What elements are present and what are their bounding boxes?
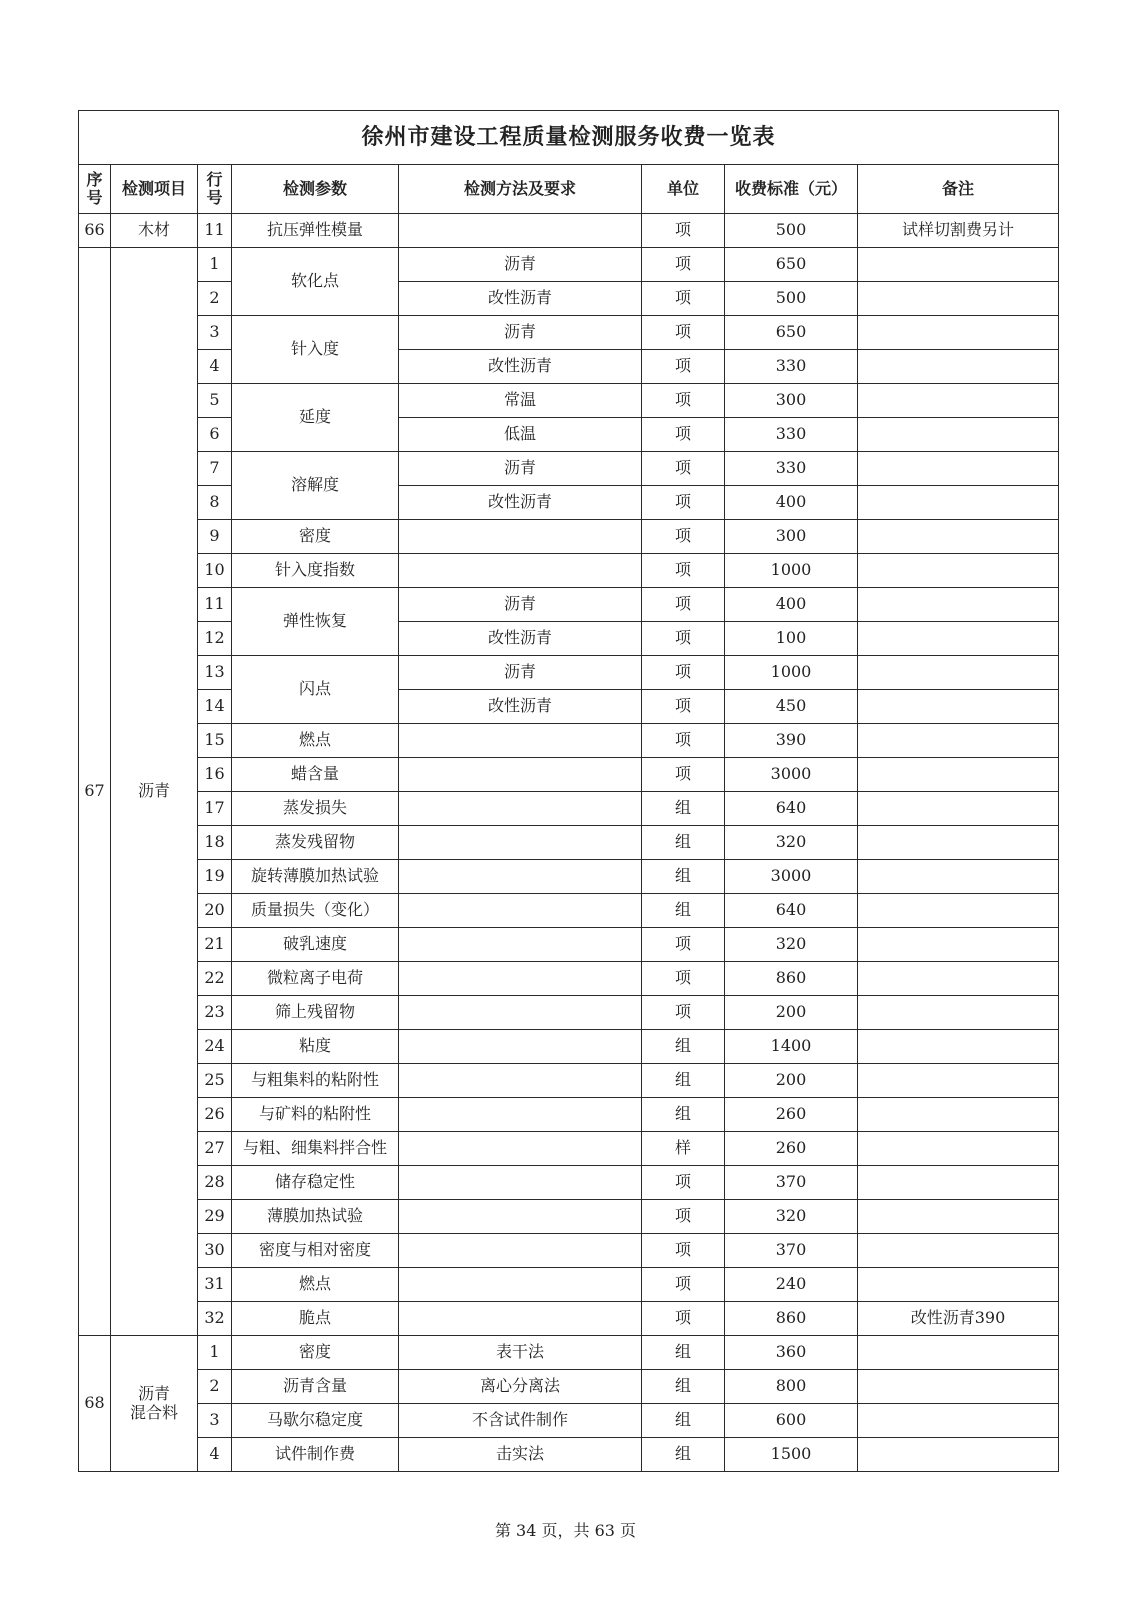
cell-unit: 项: [642, 486, 725, 520]
cell-unit: 组: [642, 1438, 725, 1472]
cell-row-no: 3: [198, 1404, 232, 1438]
cell-param: 密度: [232, 520, 399, 554]
cell-row-no: 11: [198, 588, 232, 622]
cell-param: 马歇尔稳定度: [232, 1404, 399, 1438]
cell-unit: 项: [642, 350, 725, 384]
cell-fee: 500: [725, 214, 858, 248]
cell-method: [399, 894, 642, 928]
header-seq: [79, 165, 111, 214]
table-row: [79, 1336, 1059, 1370]
header-param: 检测参数: [232, 165, 399, 214]
cell-remark: [858, 894, 1059, 928]
cell-row-no: 1: [198, 1336, 232, 1370]
table-row: [79, 282, 1059, 316]
table-row: [79, 1302, 1059, 1336]
cell-method: 低温: [399, 418, 642, 452]
cell-unit: 项: [642, 520, 725, 554]
cell-row-no: 13: [198, 656, 232, 690]
cell-unit: 项: [642, 656, 725, 690]
cell-param: 燃点: [232, 724, 399, 758]
cell-unit: 项: [642, 384, 725, 418]
cell-unit: 项: [642, 282, 725, 316]
cell-fee: 800: [725, 1370, 858, 1404]
table-row: [79, 214, 1059, 248]
cell-remark: [858, 588, 1059, 622]
cell-method: [399, 1098, 642, 1132]
cell-row-no: 2: [198, 1370, 232, 1404]
table-row: [79, 894, 1059, 928]
header-seq-line2: 号: [86, 188, 103, 207]
cell-fee: 3000: [725, 860, 858, 894]
table-row: [79, 622, 1059, 656]
cell-fee: 320: [725, 1200, 858, 1234]
cell-method: 离心分离法: [399, 1370, 642, 1404]
cell-row-no: 23: [198, 996, 232, 1030]
cell-remark: 试样切割费另计: [858, 214, 1059, 248]
cell-method: [399, 1030, 642, 1064]
cell-param: 旋转薄膜加热试验: [232, 860, 399, 894]
cell-row-no: 14: [198, 690, 232, 724]
cell-remark: [858, 622, 1059, 656]
cell-method: 改性沥青: [399, 486, 642, 520]
cell-method: [399, 962, 642, 996]
cell-remark: [858, 1370, 1059, 1404]
cell-method: 沥青: [399, 316, 642, 350]
cell-unit: 组: [642, 826, 725, 860]
cell-param: 蒸发损失: [232, 792, 399, 826]
cell-row-no: 16: [198, 758, 232, 792]
table-row: [79, 248, 1059, 282]
cell-row-no: 17: [198, 792, 232, 826]
cell-item-line: 木材: [137, 220, 170, 240]
cell-remark: [858, 554, 1059, 588]
cell-row-no: 11: [198, 214, 232, 248]
cell-method: 击实法: [399, 1438, 642, 1472]
table-row: [79, 656, 1059, 690]
cell-row-no: 20: [198, 894, 232, 928]
cell-fee: 320: [725, 826, 858, 860]
cell-seq: 68: [79, 1336, 111, 1472]
table-row: [79, 1064, 1059, 1098]
cell-param: 弹性恢复: [232, 588, 399, 656]
cell-param: 沥青含量: [232, 1370, 399, 1404]
cell-fee: 330: [725, 418, 858, 452]
cell-fee: 450: [725, 690, 858, 724]
cell-row-no: 10: [198, 554, 232, 588]
cell-method: [399, 1200, 642, 1234]
cell-row-no: 12: [198, 622, 232, 656]
cell-unit: 项: [642, 758, 725, 792]
cell-remark: [858, 690, 1059, 724]
cell-method: 沥青: [399, 248, 642, 282]
table-row: [79, 724, 1059, 758]
cell-remark: [858, 724, 1059, 758]
table-row: [79, 792, 1059, 826]
cell-method: [399, 826, 642, 860]
header-row-no: [198, 165, 232, 214]
cell-remark: [858, 1166, 1059, 1200]
cell-param: 与矿料的粘附性: [232, 1098, 399, 1132]
cell-item-line: 沥青: [137, 781, 170, 801]
cell-method: 改性沥青: [399, 690, 642, 724]
table-body: [79, 111, 1059, 1472]
cell-unit: 项: [642, 554, 725, 588]
cell-unit: 组: [642, 1404, 725, 1438]
cell-unit: 组: [642, 792, 725, 826]
fee-table: [78, 110, 1059, 1472]
cell-row-no: 6: [198, 418, 232, 452]
table-row: [79, 350, 1059, 384]
cell-param: 蜡含量: [232, 758, 399, 792]
cell-param: 抗压弹性模量: [232, 214, 399, 248]
cell-unit: 组: [642, 860, 725, 894]
cell-item-line: 混合料: [129, 1402, 178, 1422]
cell-method: 沥青: [399, 656, 642, 690]
cell-item: [111, 1336, 198, 1472]
cell-row-no: 5: [198, 384, 232, 418]
table-row: [79, 690, 1059, 724]
cell-unit: 项: [642, 316, 725, 350]
header-seq-line1: 序: [86, 169, 103, 189]
cell-fee: 370: [725, 1234, 858, 1268]
cell-unit: 项: [642, 1268, 725, 1302]
cell-row-no: 22: [198, 962, 232, 996]
cell-unit: 组: [642, 1030, 725, 1064]
cell-remark: [858, 1234, 1059, 1268]
cell-row-no: 29: [198, 1200, 232, 1234]
cell-param: 薄膜加热试验: [232, 1200, 399, 1234]
cell-method: 改性沥青: [399, 350, 642, 384]
cell-fee: 320: [725, 928, 858, 962]
cell-unit: 项: [642, 724, 725, 758]
cell-param: 与粗、细集料拌合性: [232, 1132, 399, 1166]
cell-fee: 860: [725, 962, 858, 996]
cell-unit: 组: [642, 1098, 725, 1132]
cell-unit: 组: [642, 1370, 725, 1404]
cell-param: 质量损失（变化）: [232, 894, 399, 928]
table-row: [79, 1268, 1059, 1302]
cell-row-no: 8: [198, 486, 232, 520]
cell-fee: 400: [725, 486, 858, 520]
cell-param: 试件制作费: [232, 1438, 399, 1472]
cell-remark: [858, 1064, 1059, 1098]
cell-fee: 100: [725, 622, 858, 656]
cell-remark: [858, 350, 1059, 384]
table-row: [79, 384, 1059, 418]
cell-param: 脆点: [232, 1302, 399, 1336]
cell-remark: [858, 758, 1059, 792]
cell-fee: 650: [725, 248, 858, 282]
cell-row-no: 19: [198, 860, 232, 894]
cell-param: 储存稳定性: [232, 1166, 399, 1200]
cell-unit: 项: [642, 248, 725, 282]
cell-fee: 370: [725, 1166, 858, 1200]
cell-method: 改性沥青: [399, 622, 642, 656]
page-title: 徐州市建设工程质量检测服务收费一览表: [79, 111, 1059, 165]
cell-remark: [858, 418, 1059, 452]
cell-method: [399, 1234, 642, 1268]
cell-row-no: 25: [198, 1064, 232, 1098]
cell-method: 常温: [399, 384, 642, 418]
cell-method: [399, 996, 642, 1030]
cell-fee: 260: [725, 1098, 858, 1132]
cell-fee: 390: [725, 724, 858, 758]
cell-remark: 改性沥青390: [858, 1302, 1059, 1336]
table-row: [79, 588, 1059, 622]
cell-remark: [858, 486, 1059, 520]
cell-fee: 200: [725, 996, 858, 1030]
cell-method: 沥青: [399, 452, 642, 486]
cell-remark: [858, 928, 1059, 962]
header-fee: 收费标准（元）: [725, 165, 858, 214]
cell-method: [399, 928, 642, 962]
cell-param: 溶解度: [232, 452, 399, 520]
cell-remark: [858, 384, 1059, 418]
cell-remark: [858, 1132, 1059, 1166]
cell-unit: 项: [642, 1302, 725, 1336]
cell-fee: 200: [725, 1064, 858, 1098]
cell-row-no: 4: [198, 350, 232, 384]
cell-method: 表干法: [399, 1336, 642, 1370]
cell-fee: 1500: [725, 1438, 858, 1472]
cell-fee: 650: [725, 316, 858, 350]
cell-remark: [858, 1030, 1059, 1064]
cell-remark: [858, 962, 1059, 996]
cell-unit: 项: [642, 214, 725, 248]
cell-method: [399, 758, 642, 792]
cell-param: 筛上残留物: [232, 996, 399, 1030]
cell-param: 软化点: [232, 248, 399, 316]
header-remark: 备注: [858, 165, 1059, 214]
cell-unit: 项: [642, 588, 725, 622]
cell-method: [399, 1132, 642, 1166]
table-row: [79, 758, 1059, 792]
cell-seq: 66: [79, 214, 111, 248]
cell-param: 粘度: [232, 1030, 399, 1064]
cell-row-no: 7: [198, 452, 232, 486]
table-row: [79, 486, 1059, 520]
cell-remark: [858, 316, 1059, 350]
table-row: [79, 1438, 1059, 1472]
table-row: [79, 1098, 1059, 1132]
header-row-line2: 号: [206, 188, 223, 207]
cell-remark: [858, 860, 1059, 894]
cell-row-no: 27: [198, 1132, 232, 1166]
cell-fee: 860: [725, 1302, 858, 1336]
cell-remark: [858, 826, 1059, 860]
cell-method: 改性沥青: [399, 282, 642, 316]
cell-row-no: 15: [198, 724, 232, 758]
cell-remark: [858, 1098, 1059, 1132]
cell-param: 闪点: [232, 656, 399, 724]
cell-unit: 项: [642, 962, 725, 996]
cell-fee: 300: [725, 520, 858, 554]
cell-param: 密度: [232, 1336, 399, 1370]
cell-unit: 项: [642, 1166, 725, 1200]
cell-fee: 330: [725, 452, 858, 486]
table-row: [79, 1030, 1059, 1064]
cell-item: [111, 248, 198, 1336]
cell-row-no: 30: [198, 1234, 232, 1268]
cell-method: [399, 724, 642, 758]
header-row: [79, 165, 1059, 214]
cell-remark: [858, 656, 1059, 690]
cell-remark: [858, 996, 1059, 1030]
cell-row-no: 9: [198, 520, 232, 554]
cell-method: [399, 520, 642, 554]
cell-method: [399, 1064, 642, 1098]
cell-param: 微粒离子电荷: [232, 962, 399, 996]
cell-unit: 项: [642, 1200, 725, 1234]
cell-unit: 样: [642, 1132, 725, 1166]
cell-remark: [858, 1336, 1059, 1370]
cell-row-no: 4: [198, 1438, 232, 1472]
cell-unit: 组: [642, 894, 725, 928]
cell-seq: 67: [79, 248, 111, 1336]
table-row: [79, 316, 1059, 350]
cell-param: 延度: [232, 384, 399, 452]
cell-unit: 组: [642, 1064, 725, 1098]
table-row: [79, 860, 1059, 894]
table-row: [79, 962, 1059, 996]
cell-fee: 600: [725, 1404, 858, 1438]
cell-fee: 360: [725, 1336, 858, 1370]
table-row: [79, 826, 1059, 860]
cell-item: [111, 214, 198, 248]
title-row: [79, 111, 1059, 165]
cell-row-no: 3: [198, 316, 232, 350]
cell-row-no: 24: [198, 1030, 232, 1064]
cell-param: 蒸发残留物: [232, 826, 399, 860]
cell-fee: 500: [725, 282, 858, 316]
cell-unit: 项: [642, 690, 725, 724]
cell-unit: 项: [642, 622, 725, 656]
cell-fee: 400: [725, 588, 858, 622]
table-row: [79, 1370, 1059, 1404]
table-row: [79, 928, 1059, 962]
table-row: [79, 1132, 1059, 1166]
table-row: [79, 1234, 1059, 1268]
table-row: [79, 1404, 1059, 1438]
header-unit: 单位: [642, 165, 725, 214]
cell-method: 沥青: [399, 588, 642, 622]
cell-fee: 3000: [725, 758, 858, 792]
cell-fee: 640: [725, 792, 858, 826]
cell-row-no: 2: [198, 282, 232, 316]
cell-remark: [858, 520, 1059, 554]
cell-fee: 240: [725, 1268, 858, 1302]
cell-remark: [858, 452, 1059, 486]
table-row: [79, 554, 1059, 588]
cell-unit: 项: [642, 928, 725, 962]
cell-row-no: 32: [198, 1302, 232, 1336]
cell-param: 破乳速度: [232, 928, 399, 962]
cell-unit: 项: [642, 452, 725, 486]
cell-row-no: 26: [198, 1098, 232, 1132]
table-row: [79, 520, 1059, 554]
cell-fee: 1000: [725, 656, 858, 690]
cell-row-no: 1: [198, 248, 232, 282]
cell-fee: 1400: [725, 1030, 858, 1064]
cell-method: [399, 1302, 642, 1336]
cell-method: [399, 860, 642, 894]
cell-row-no: 18: [198, 826, 232, 860]
cell-param: 针入度指数: [232, 554, 399, 588]
cell-unit: 项: [642, 1234, 725, 1268]
cell-method: 不含试件制作: [399, 1404, 642, 1438]
cell-fee: 300: [725, 384, 858, 418]
cell-remark: [858, 792, 1059, 826]
cell-remark: [858, 282, 1059, 316]
cell-method: [399, 792, 642, 826]
cell-row-no: 28: [198, 1166, 232, 1200]
cell-unit: 项: [642, 418, 725, 452]
cell-remark: [858, 1200, 1059, 1234]
cell-remark: [858, 1404, 1059, 1438]
header-method: 检测方法及要求: [399, 165, 642, 214]
cell-remark: [858, 1438, 1059, 1472]
header-row-line1: 行: [206, 169, 223, 189]
cell-fee: 640: [725, 894, 858, 928]
header-item: 检测项目: [111, 165, 198, 214]
cell-remark: [858, 1268, 1059, 1302]
cell-param: 针入度: [232, 316, 399, 384]
cell-fee: 330: [725, 350, 858, 384]
table-row: [79, 996, 1059, 1030]
cell-unit: 组: [642, 1336, 725, 1370]
cell-fee: 260: [725, 1132, 858, 1166]
page-footer: 第 34 页，共 63 页: [494, 1521, 637, 1540]
table-row: [79, 1166, 1059, 1200]
cell-param: 密度与相对密度: [232, 1234, 399, 1268]
table-row: [79, 1200, 1059, 1234]
cell-method: [399, 1166, 642, 1200]
cell-item-line: 沥青: [137, 1384, 170, 1404]
table-row: [79, 452, 1059, 486]
cell-method: [399, 554, 642, 588]
cell-fee: 1000: [725, 554, 858, 588]
cell-row-no: 31: [198, 1268, 232, 1302]
cell-unit: 项: [642, 996, 725, 1030]
cell-remark: [858, 248, 1059, 282]
table-row: [79, 418, 1059, 452]
cell-method: [399, 1268, 642, 1302]
cell-row-no: 21: [198, 928, 232, 962]
cell-param: 燃点: [232, 1268, 399, 1302]
cell-param: 与粗集料的粘附性: [232, 1064, 399, 1098]
cell-method: [399, 214, 642, 248]
